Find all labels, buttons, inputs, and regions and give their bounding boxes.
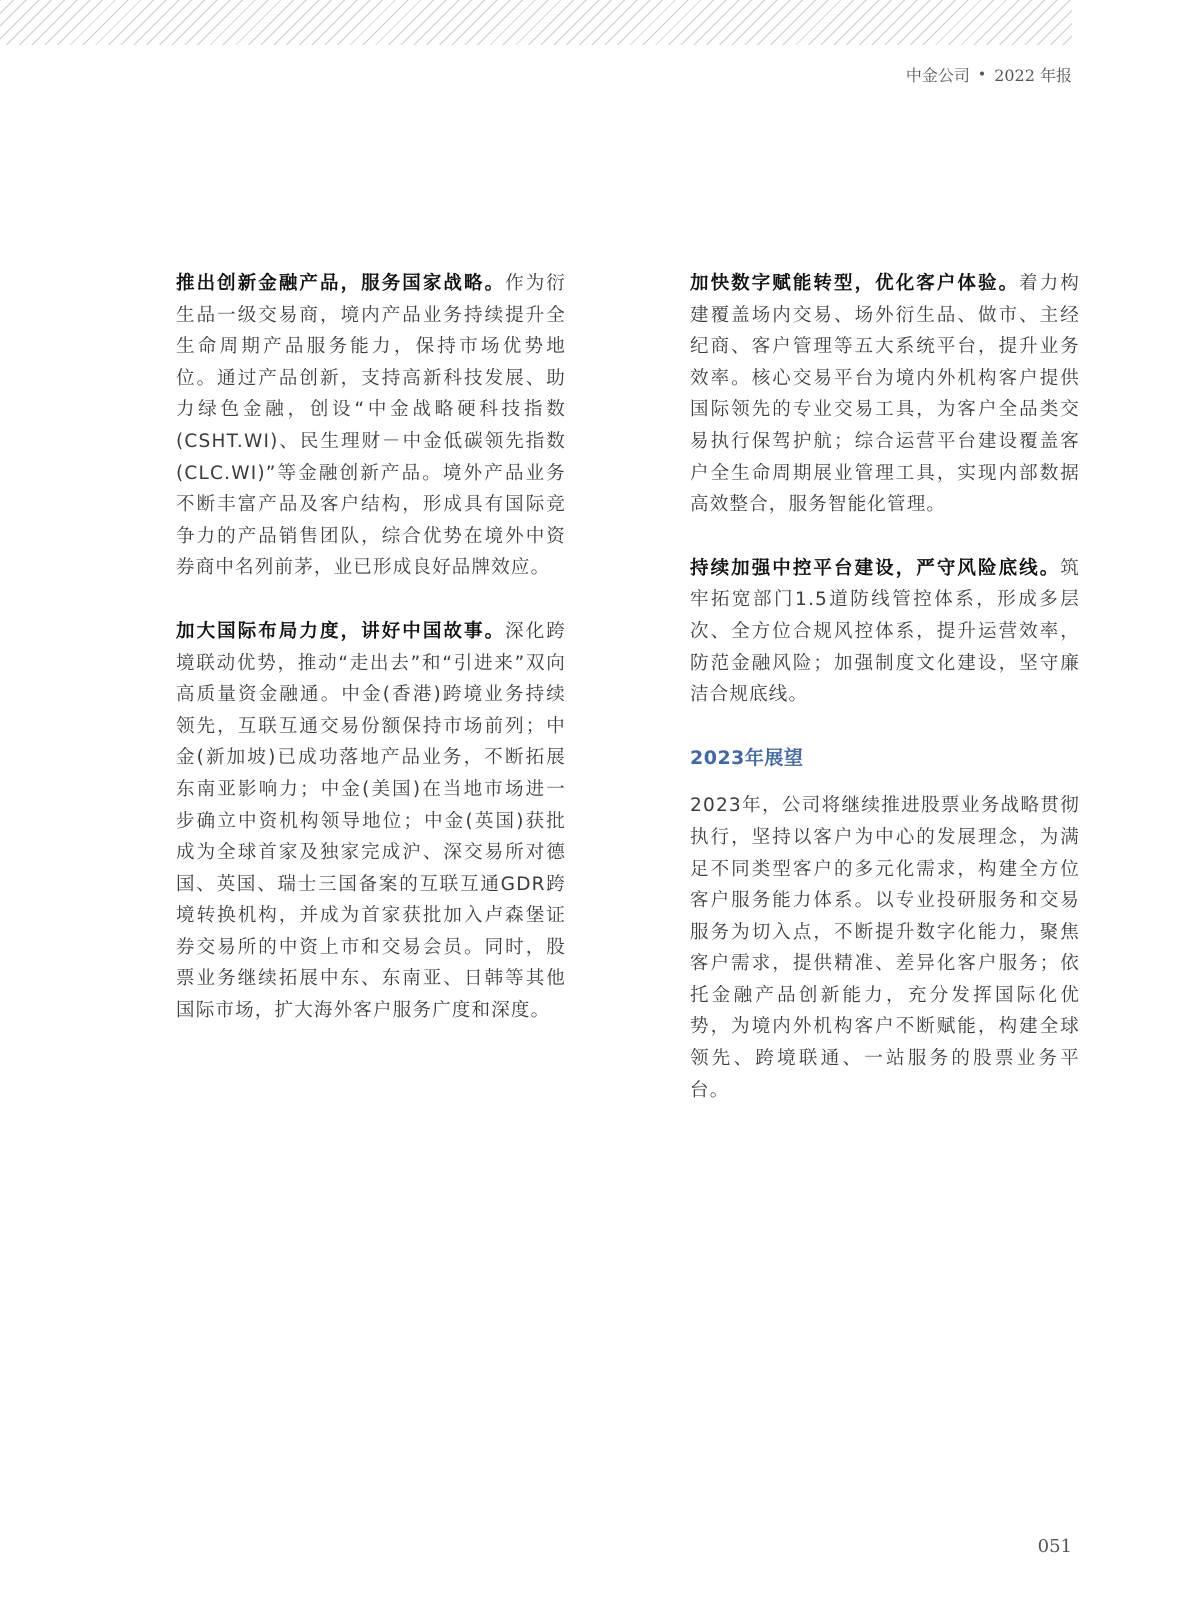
paragraph-international-layout (176, 616, 566, 1027)
paragraph-risk-control (690, 553, 1080, 711)
header-company: 中金公司 (905, 66, 970, 85)
paragraph-innovative-products (176, 268, 566, 584)
right-column (690, 268, 1080, 1138)
header-separator: • (977, 66, 987, 83)
paragraph-lead: 加快数字赋能转型，优化客户体验。 (690, 273, 1020, 294)
left-column (176, 268, 566, 1059)
paragraph-outlook: 2023年，公司将继续推进股票业务战略贯彻执行，坚持以客户为中心的发展理念，为满足不同类型客户的多元化需求，构建全方位客户服务能力体系。以专业投研服务和交易服务为切入点，不断提升数字化能力，聚焦客户需求，提供精准、差异化客户服务；依托金融产品创新能力，充分发挥国际化优势，为境内外机构客户不断赋能，构建全球领先、跨境联通、一站服务的股票业务平台。 (690, 795, 1080, 1101)
decorative-hatch-band (0, 0, 1072, 45)
paragraph-body: 着力构建覆盖场内交易、场外衍生品、做市、主经纪商、客户管理等五大系统平台，提升业务效率。核心交易平台为境内外机构客户提供国际领先的专业交易工具，为客户全品类交易执行保驾护航；综合运营平台建设覆盖客户全生命周期展业管理工具，实现内部数据高效整合，服务智能化管理。 (690, 273, 1080, 516)
section-heading-outlook: 2023年展望 (690, 746, 804, 769)
paragraph-lead: 加大国际布局力度，讲好中国故事。 (176, 620, 506, 642)
running-header (906, 63, 1072, 86)
paragraph-digital-transformation (690, 268, 1080, 521)
paragraph-body: 作为衍生品一级交易商，境内产品业务持续提升全生命周期产品服务能力，保持市场优势地位。通过产品创新，支持高新科技发展、助力绿色金融，创设“中金战略硬科技指数(CSHT.WI)、民生理财－中金低碳领先指数(CLC.WI)”等金融创新产品。境外产品业务不断丰富产品及客户结构，形成具有国际竞争力的产品销售团队，综合优势在境外中资券商中名列前茅，业已形成良好品牌效应。 (176, 273, 566, 579)
paragraph-body: 深化跨境联动优势，推动“走出去”和“引进来”双向高质量资金融通。中金(香港)跨境业务持续领先，互联互通交易份额保持市场前列；中金(新加坡)已成功落地产品业务，不断拓展东南亚影响力；中金(美国)在当地市场进一步确立中资机构领导地位；中金(英国)获批成为全球首家及独家完成沪、深交易所对德国、英国、瑞士三国备案的互联互通GDR跨境转换机构，并成为首家获批加入卢森堡证券交易所的中资上市和交易会员。同时，股票业务继续拓展中东、东南亚、日韩等其他国际市场，扩大海外客户服务广度和深度。 (176, 620, 566, 1022)
header-report-title: 2022 年报 (994, 66, 1072, 85)
paragraph-lead: 推出创新金融产品，服务国家战略。 (176, 273, 506, 294)
paragraph-body: 筑牢拓宽部门1.5道防线管控体系，形成多层次、全方位合规风控体系，提升运营效率，防范金融风险；加强制度文化建设，坚守廉洁合规底线。 (690, 557, 1080, 706)
page-number: 051 (1037, 1536, 1072, 1557)
paragraph-lead: 持续加强中控平台建设，严守风险底线。 (690, 557, 1061, 579)
